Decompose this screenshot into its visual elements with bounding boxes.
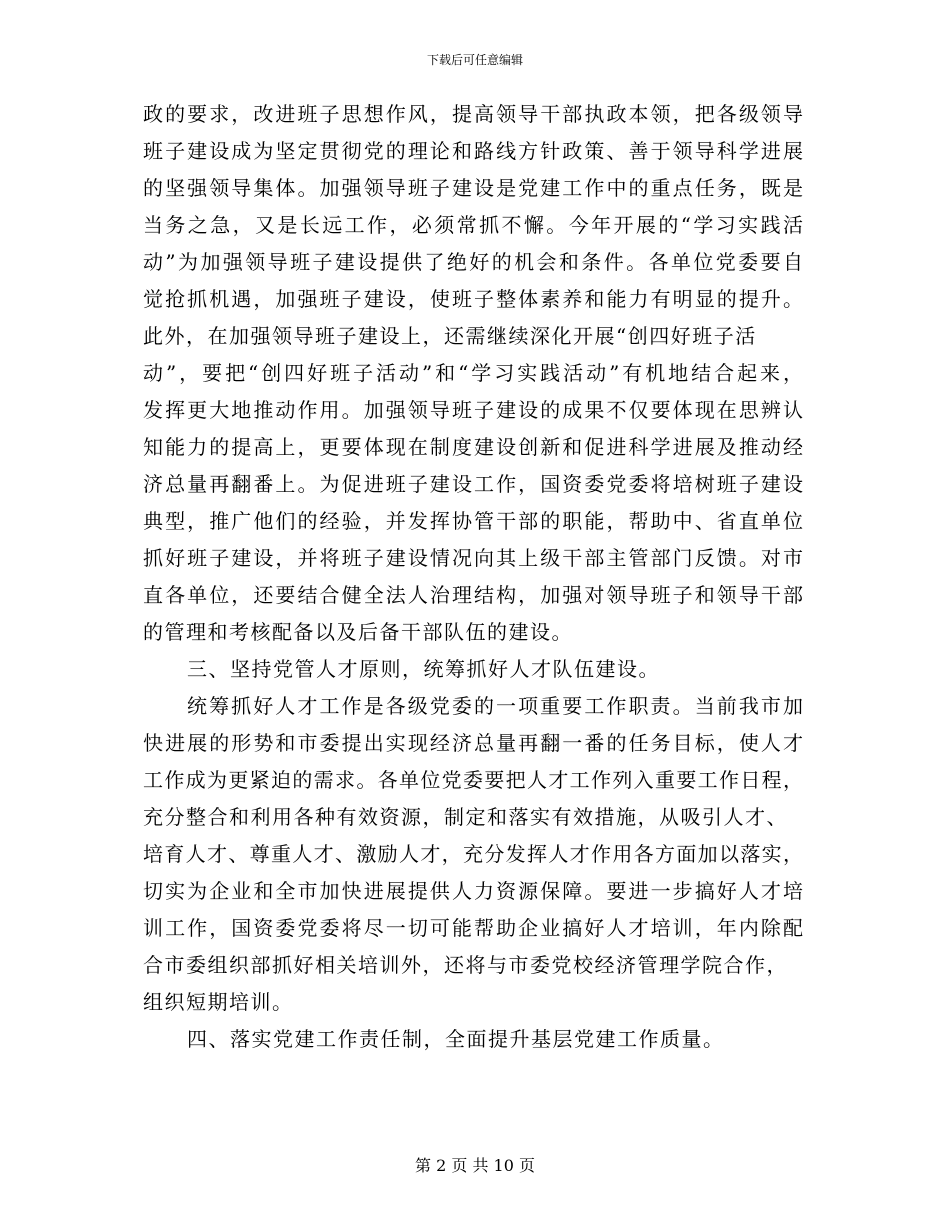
body-text-line: 快进展的形势和市委提出实现经济总量再翻一番的任务目标，使人才 [143, 731, 803, 755]
body-text-line: 组织短期培训。 [143, 990, 294, 1014]
body-text-line: 统筹抓好人才工作是各级党委的一项重要工作职责。当前我市加 [187, 694, 803, 718]
body-text-line: 四、落实党建工作责任制，全面提升基层党建工作质量。 [187, 1027, 725, 1051]
page-footer [0, 1156, 950, 1176]
body-text-line: 抓好班子建设，并将班子建设情况向其上级干部主管部门反馈。对市 [143, 546, 803, 570]
body-text-line: 训工作，国资委党委将尽一切可能帮助企业搞好人才培训，年内除配 [143, 916, 803, 940]
body-text-line: 动”，要把“创四好班子活动”和“学习实践活动”有机地结合起来， [143, 361, 803, 385]
body-text-line: 的坚强领导集体。加强领导班子建设是党建工作中的重点任务，既是 [143, 176, 803, 200]
body-text-line: 班子建设成为坚定贯彻党的理论和路线方针政策、善于领导科学进展 [143, 139, 803, 163]
body-text-line: 直各单位，还要结合健全法人治理结构，加强对领导班子和领导干部 [143, 583, 803, 607]
body-text-line: 知能力的提高上，更要体现在制度建设创新和促进科学进展及推动经 [143, 435, 803, 459]
body-text-line: 政的要求，改进班子思想作风，提高领导干部执政本领，把各级领导 [143, 102, 803, 126]
body-text-line: 工作成为更紧迫的需求。各单位党委要把人才工作列入重要工作日程， [143, 768, 803, 792]
body-text-line: 觉抢抓机遇，加强班子建设，使班子整体素养和能力有明显的提升。 [143, 287, 803, 311]
page-number-label: 第 2 页 共 10 页 [415, 1156, 535, 1175]
body-text-line: 此外，在加强领导班子建设上，还需继续深化开展“创四好班子活 [143, 324, 757, 348]
body-text-line: 发挥更大地推动作用。加强领导班子建设的成果不仅要体现在思辨认 [143, 398, 803, 422]
body-text-line: 典型，推广他们的经验，并发挥协管干部的职能，帮助中、省直单位 [143, 509, 803, 533]
document-body [143, 96, 803, 1058]
body-text-line: 充分整合和利用各种有效资源，制定和落实有效措施，从吸引人才、 [143, 805, 788, 829]
body-text-line: 的管理和考核配备以及后备干部队伍的建设。 [143, 620, 573, 644]
body-text-line: 当务之急，又是长远工作，必须常抓不懈。今年开展的“学习实践活 [143, 213, 803, 237]
body-text-line: 合市委组织部抓好相关培训外，还将与市委党校经济管理学院合作， [143, 953, 788, 977]
body-text-line: 济总量再翻番上。为促进班子建设工作，国资委党委将培树班子建设 [143, 472, 803, 496]
body-text-line: 培育人才、尊重人才、激励人才，充分发挥人才作用各方面加以落实， [143, 842, 803, 866]
body-text-line: 切实为企业和全市加快进展提供人力资源保障。要进一步搞好人才培 [143, 879, 803, 903]
page-header-note: 下载后可任意编辑 [426, 53, 523, 67]
body-text-line: 动”为加强领导班子建设提供了绝好的机会和条件。各单位党委要自 [143, 250, 803, 274]
body-text-line: 三、坚持党管人才原则，统筹抓好人才队伍建设。 [187, 657, 660, 681]
